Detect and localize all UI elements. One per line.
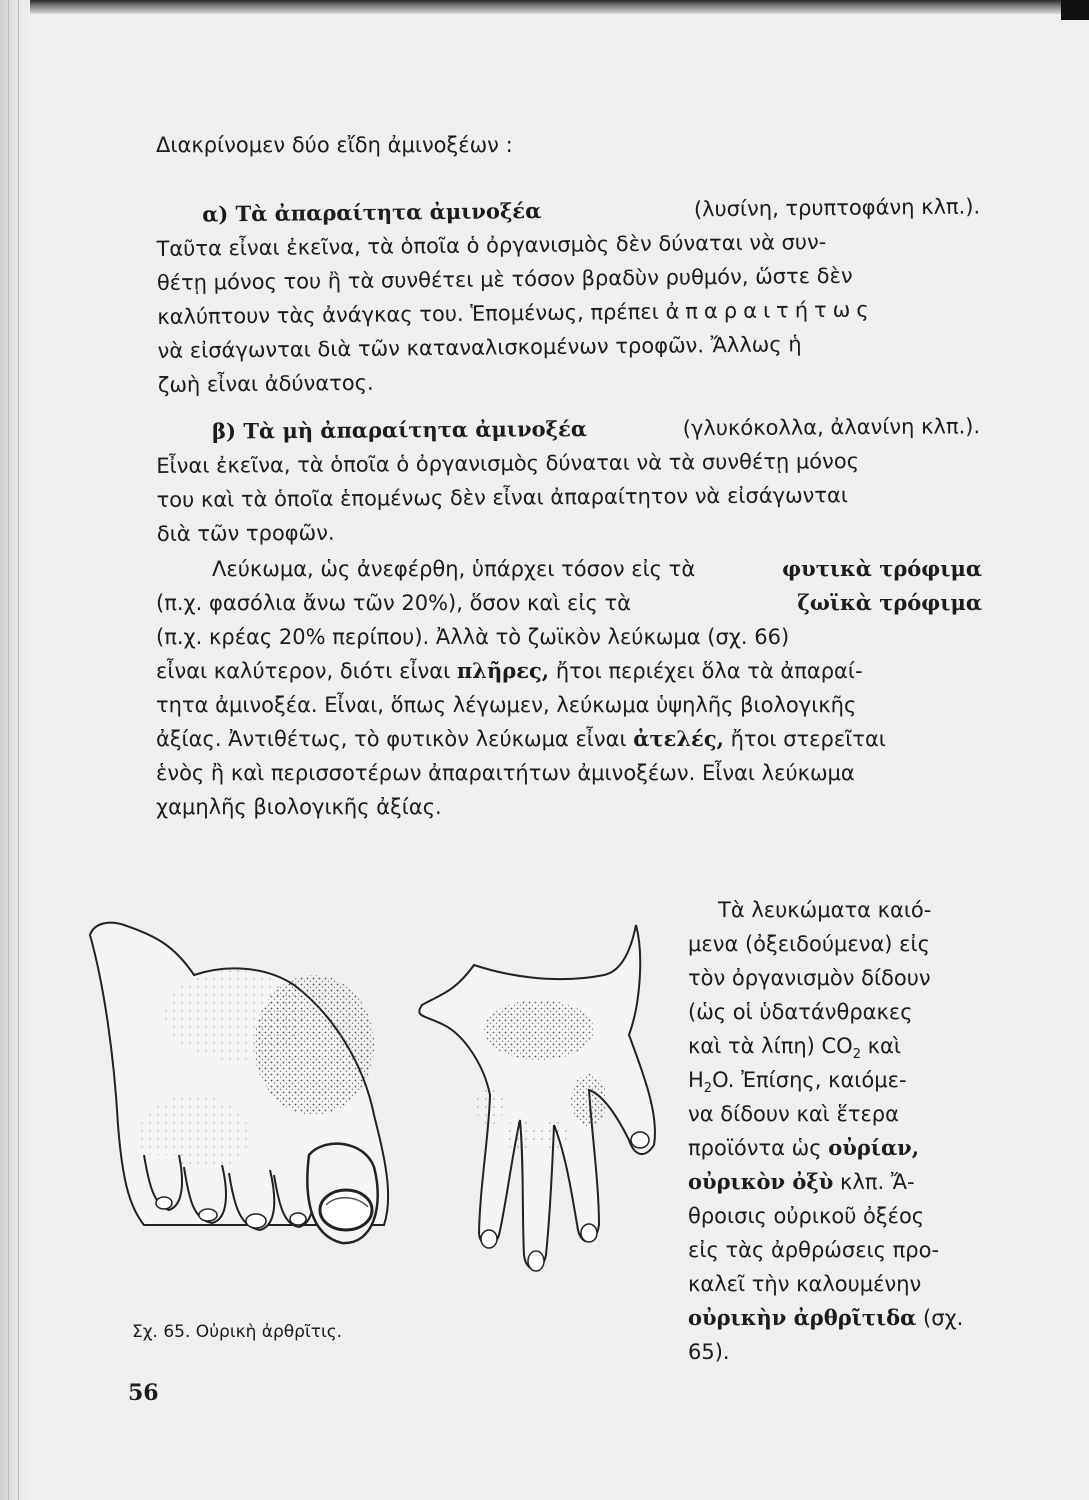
intro-line: Διακρίνομεν δύο εἴδη ἀμινοξέων : (156, 133, 513, 157)
page-corner-shadow (1061, 0, 1089, 20)
hand-icon (419, 925, 655, 1271)
page-number: 56 (128, 1380, 159, 1406)
gout-illustration (84, 905, 684, 1325)
paragraph-essential-amino-acids: α) Τὰ ἀπαραίτητα ἀμινοξέα (λυσίνη, τρυπτοφάνη κλπ.). Ταῦτα εἶναι ἐκεῖνα, τὰ ὁποῖα ὁ ὀργανισμὸς δὲν δύναται νὰ συν- θέτῃ μόνος του ἢ τὰ συνθέτει μὲ τόσον βραδὺν ρυθμόν, ὥστε δὲν καλύπτουν τὰς ἀνάγκας του. Ἑπομένως, πρέπει ἀπαραιτήτως νὰ εἰσάγωνται διὰ τῶν καταναλισκομένων τροφῶν. Ἄλλως ἡ ζωὴ εἶναι ἀδύνατος. (156, 194, 981, 397)
page-fold-line (8, 0, 9, 1500)
paragraph-protein-value: Λεύκωμα, ὡς ἀνεφέρθη, ὑπάρχει τόσον εἰς τὰ φυτικὰ τρόφιμα (π.χ. φασόλια ἄνω τῶν 20%), ὅσον καὶ εἰς τὰ ζωϊκὰ τρόφιμα (π.χ. κρέας 20% περίπου). Ἀλλὰ τὸ ζωϊκὸν λεύκωμα (σχ. 66) εἶναι καλύτερον, διότι εἶναι πλῆρες, ἤτοι περιέχει ὅλα τὰ ἀπαραί- τητα ἀμινοξέα. Εἶναι, ὅπως λέγωμεν, λεύκωμα ὑψηλῆς βιολογικῆς ἀξίας. Ἀντιθέτως, τὸ φυτικὸν λεύκωμα εἶναι ἀτελές, ἤτοι στερεῖται ἑνὸς ἢ καὶ περισσοτέρων ἀπαραιτήτων ἀμινοξέων. Εἶναι λεύκωμα χαμηλῆς βιολογικῆς ἀξίας. (156, 556, 982, 819)
emphasized-word: ἀπαραιτήτως (665, 297, 875, 324)
figure-caption: Σχ. 65. Οὐρικὴ ἀρθρῖτις. (132, 1322, 343, 1342)
page-top-edge (0, 0, 1089, 14)
paragraph-nonessential-amino-acids: β) Τὰ μὴ ἀπαραίτητα ἀμινοξέα (γλυκόκολλα, ἀλανίνη κλπ.). Εἶναι ἐκεῖνα, τὰ ὁποῖα ὁ ὀργανισμὸς δύναται νὰ τὰ συνθέτῃ μόνος του καὶ τὰ ὁποῖα ἑπομένως δὲν εἶναι ἀπαραίτητον νὰ εἰσάγωνται διὰ τῶν τροφῶν. (156, 414, 981, 546)
nonessential-heading: β) Τὰ μὴ ἀπαραίτητα ἀμινοξέα (212, 415, 588, 444)
side-column-text: Τὰ λευκώματα καιό- μενα (ὀξειδούμενα) εἰς τὸν ὀργανισμὸν δίδουν (ὡς οἱ ὑδατάνθρακες καὶ τὰ λίπη) $CO_2$ καὶ $H_2O$. Ἐπίσης, καιόμε- να δίδουν καὶ ἕτερα προϊόντα ὡς οὐρίαν, οὐρικὸν ὀξὺ κλπ. Ἄ- θροισις οὐρικοῦ ὀξέος εἰς τὰς ἀρθρώσεις προ- καλεῖ τὴν καλουμένην οὐρικὴν ἀρθρῖτιδα (σχ. 65). (688, 898, 964, 1364)
foot-icon (90, 923, 388, 1243)
essential-heading: α) Τὰ ἀπαραίτητα ἀμινοξέα (202, 197, 542, 227)
page-left-edge (0, 0, 30, 1500)
page-fold-line (18, 0, 19, 1500)
